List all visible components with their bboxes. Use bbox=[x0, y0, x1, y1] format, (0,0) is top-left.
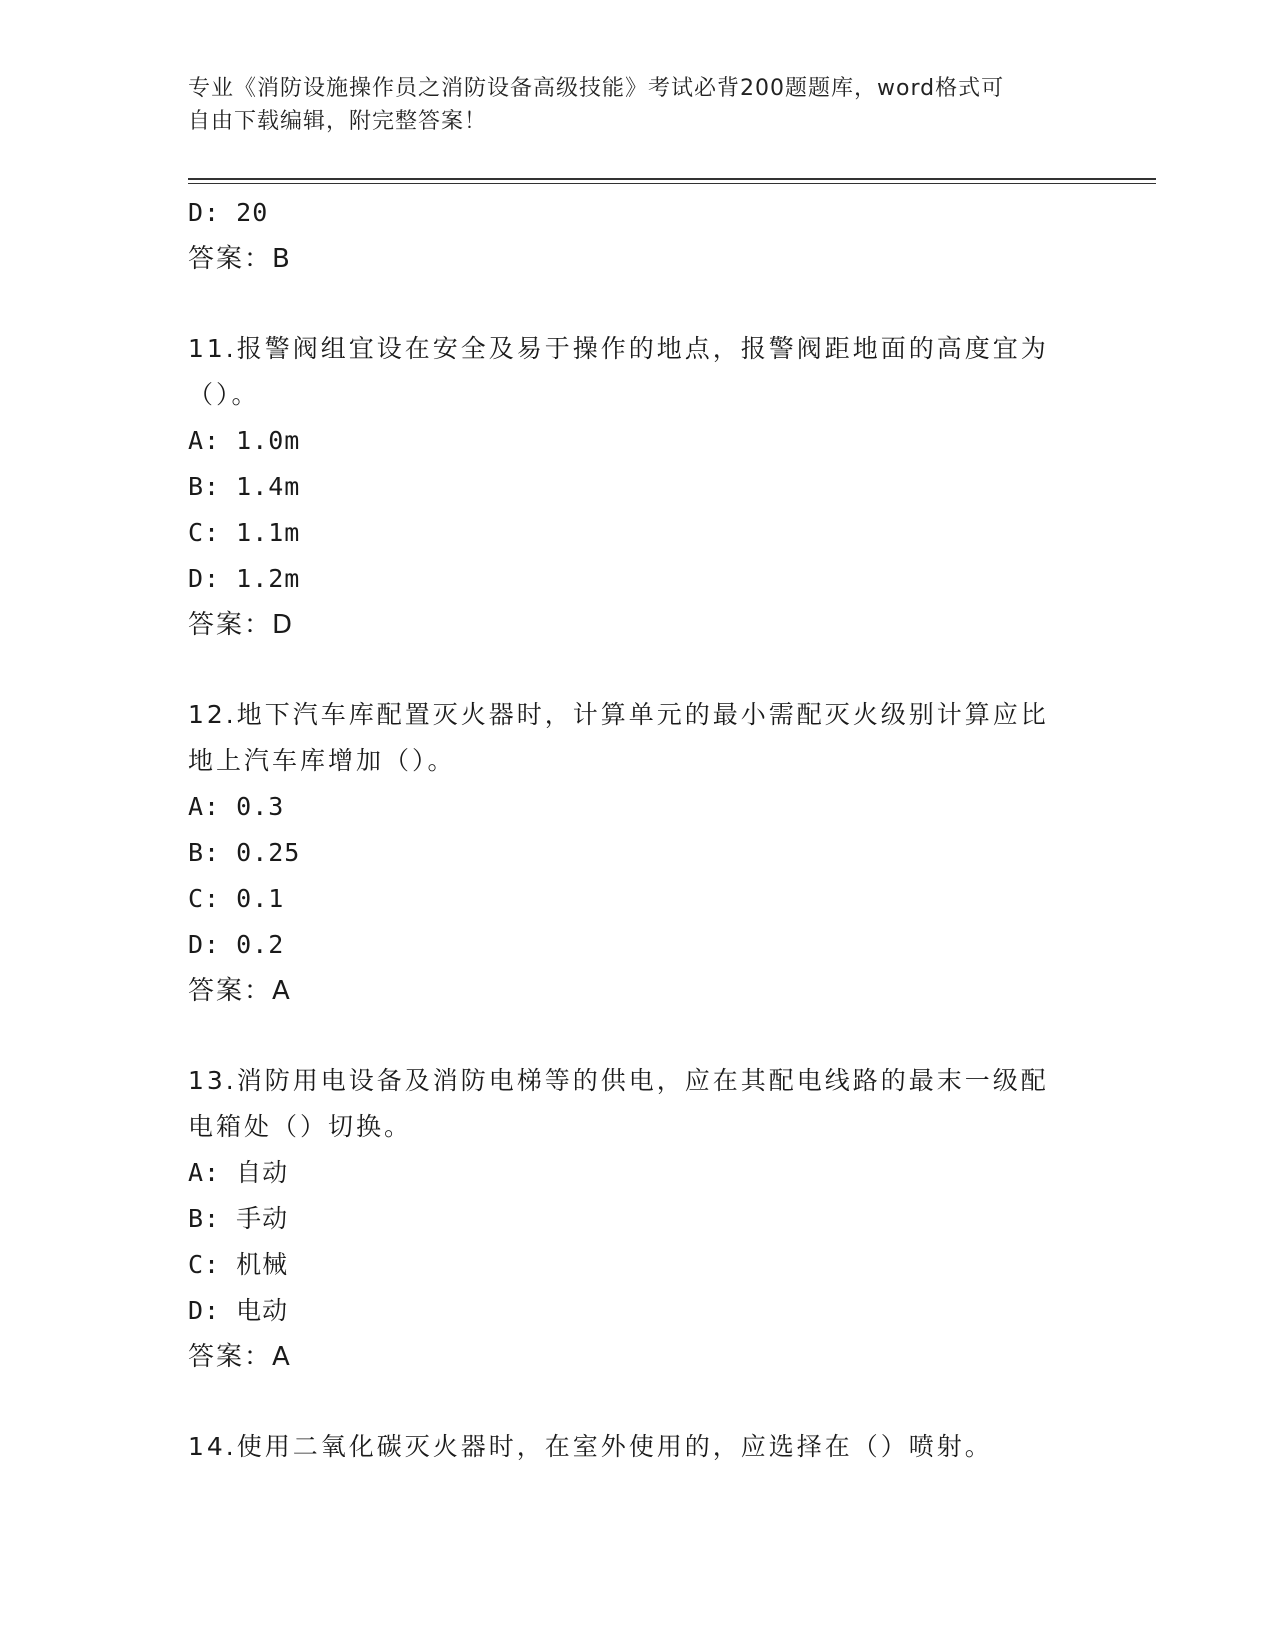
answer: 答案：D bbox=[188, 610, 295, 640]
option-d: D: 0.2 bbox=[188, 930, 285, 959]
prev-question-answer: 答案：B bbox=[188, 244, 292, 274]
option-c: C: 机械 bbox=[188, 1250, 289, 1279]
option-d: D: 电动 bbox=[188, 1296, 289, 1325]
option-c: C: 0.1 bbox=[188, 884, 285, 913]
question-stem-line-1 bbox=[188, 1424, 1088, 1470]
question-12 bbox=[188, 692, 1088, 1014]
question-stem-text: 地下汽车库配置灭火器时，计算单元的最小需配灭火级别计算应比 bbox=[236, 700, 1049, 729]
question-11 bbox=[188, 326, 1088, 648]
option-b: B: 0.25 bbox=[188, 838, 301, 867]
question-number: 12. bbox=[188, 700, 237, 729]
option-b: B: 1.4m bbox=[188, 472, 301, 501]
answer: 答案：A bbox=[188, 1342, 292, 1372]
prev-question-option-d: D: 20 bbox=[188, 198, 269, 227]
question-stem-line-2: 地上汽车库增加（）。 bbox=[188, 746, 456, 775]
option-a: A: 0.3 bbox=[188, 792, 285, 821]
question-14 bbox=[188, 1424, 1088, 1470]
question-stem-line-2: 电箱处（）切换。 bbox=[188, 1112, 413, 1141]
question-stem-line-2: （）。 bbox=[188, 380, 260, 409]
question-stem-line-1 bbox=[188, 692, 1088, 738]
question-number: 13. bbox=[188, 1066, 237, 1095]
question-stem-line-1 bbox=[188, 326, 1088, 372]
header-title-line-1: 专业《消防设施操作员之消防设备高级技能》考试必背200题题库，word格式可 bbox=[188, 76, 1005, 101]
question-number: 11. bbox=[188, 334, 237, 363]
question-stem-text: 报警阀组宜设在安全及易于操作的地点，报警阀距地面的高度宜为 bbox=[236, 334, 1049, 363]
header-rule-thin bbox=[188, 183, 1156, 184]
question-stem-line-1 bbox=[188, 1058, 1088, 1104]
question-list bbox=[188, 190, 1088, 1470]
option-a: A: 1.0m bbox=[188, 426, 301, 455]
question-stem-text: 使用二氧化碳灭火器时，在室外使用的，应选择在（）喷射。 bbox=[236, 1432, 993, 1461]
answer: 答案：A bbox=[188, 976, 292, 1006]
header-rule-thick bbox=[188, 178, 1156, 180]
question-stem-text: 消防用电设备及消防电梯等的供电，应在其配电线路的最末一级配 bbox=[236, 1066, 1049, 1095]
option-a: A: 自动 bbox=[188, 1158, 289, 1187]
header-title-line-2: 自由下载编辑，附完整答案！ bbox=[188, 109, 488, 134]
option-b: B: 手动 bbox=[188, 1204, 289, 1233]
question-number: 14. bbox=[188, 1432, 237, 1461]
option-d: D: 1.2m bbox=[188, 564, 301, 593]
question-13 bbox=[188, 1058, 1088, 1380]
document-header bbox=[188, 72, 1068, 138]
option-c: C: 1.1m bbox=[188, 518, 301, 547]
